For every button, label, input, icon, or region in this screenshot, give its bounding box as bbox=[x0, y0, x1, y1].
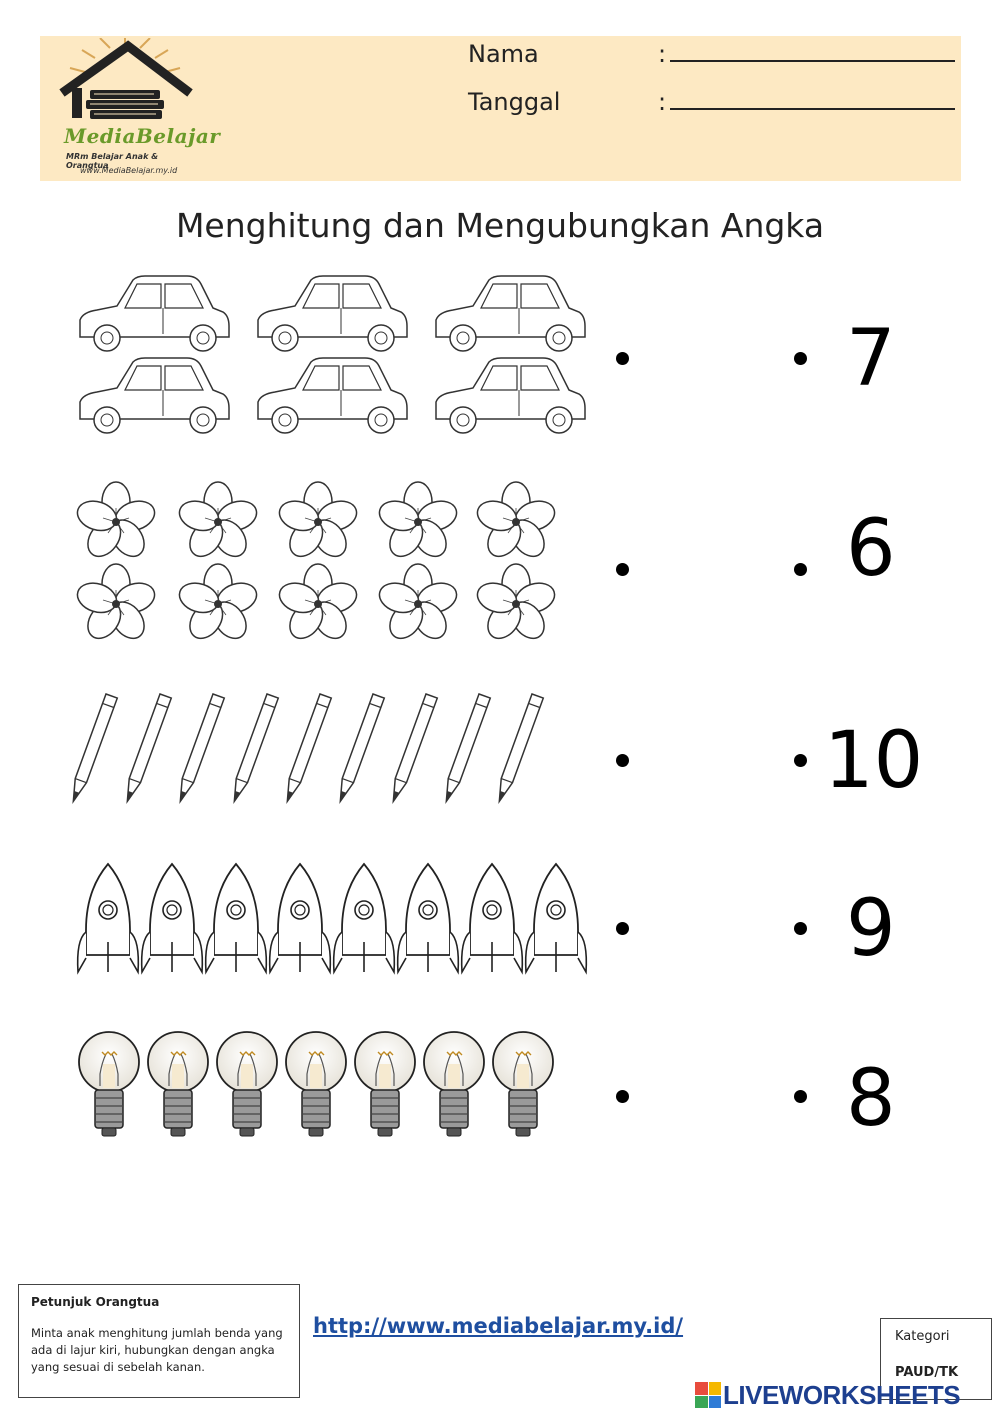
rocket-icon bbox=[206, 864, 267, 972]
logo-url: www.MediaBelajar.my.id bbox=[80, 166, 178, 175]
right-dot-row-3[interactable] bbox=[794, 754, 807, 767]
category-value: PAUD/TK bbox=[895, 1365, 959, 1380]
row-1-pictures bbox=[70, 268, 610, 438]
flower-icon bbox=[176, 482, 261, 563]
left-dot-row-1[interactable] bbox=[616, 352, 629, 365]
car-icon bbox=[258, 358, 407, 433]
lightbulb-icon bbox=[286, 1032, 346, 1136]
flower-icon bbox=[176, 564, 261, 645]
flower-icon bbox=[74, 564, 159, 645]
website-link[interactable]: http://www.mediabelajar.my.id/ bbox=[313, 1314, 684, 1338]
worksheet-header bbox=[40, 36, 961, 181]
pencil-icon bbox=[229, 694, 279, 803]
date-label: Tanggal bbox=[468, 88, 561, 116]
worksheet-title: Menghitung dan Mengubungkan Angka bbox=[175, 206, 825, 245]
pencil-icon bbox=[175, 694, 225, 803]
pencil-icon bbox=[494, 694, 544, 803]
left-dot-row-4[interactable] bbox=[616, 922, 629, 935]
row-4-pictures bbox=[70, 858, 595, 978]
number-row-3: 10 bbox=[824, 716, 924, 806]
rocket-icon bbox=[526, 864, 587, 972]
liveworksheets-logo-icon bbox=[695, 1382, 721, 1408]
rocket-icon bbox=[78, 864, 139, 972]
lightbulb-icon bbox=[493, 1032, 553, 1136]
date-field[interactable] bbox=[658, 88, 955, 116]
flower-icon bbox=[276, 482, 361, 563]
flower-icon bbox=[376, 564, 461, 645]
car-icon bbox=[436, 358, 585, 433]
liveworksheets-brand bbox=[695, 1380, 960, 1410]
right-dot-row-2[interactable] bbox=[794, 563, 807, 576]
date-colon: : bbox=[658, 88, 667, 116]
car-icon bbox=[80, 276, 229, 351]
lightbulb-icon bbox=[79, 1032, 139, 1136]
flower-icon bbox=[74, 482, 159, 563]
lightbulb-icon bbox=[355, 1032, 415, 1136]
logo-title: MediaBelajar bbox=[64, 124, 221, 148]
flower-icon bbox=[474, 482, 559, 563]
note-title: Petunjuk Orangtua bbox=[31, 1295, 160, 1309]
flower-icon bbox=[474, 564, 559, 645]
pencil-icon bbox=[335, 694, 385, 803]
name-label: Nama bbox=[468, 40, 539, 68]
rocket-icon bbox=[142, 864, 203, 972]
pencil-icon bbox=[441, 694, 491, 803]
car-icon bbox=[80, 358, 229, 433]
number-row-2: 6 bbox=[846, 504, 896, 594]
rocket-icon bbox=[462, 864, 523, 972]
mediabelajar-logo bbox=[50, 38, 221, 178]
right-dot-row-4[interactable] bbox=[794, 922, 807, 935]
pencil-icon bbox=[282, 694, 332, 803]
logo-tagline: MRm Belajar Anak & Orangtua bbox=[66, 152, 159, 170]
car-icon bbox=[258, 276, 407, 351]
rocket-icon bbox=[334, 864, 395, 972]
parent-instructions-box bbox=[18, 1284, 300, 1398]
number-row-1: 7 bbox=[846, 314, 896, 404]
lightbulb-icon bbox=[148, 1032, 208, 1136]
brand-name: LIVEWORKSHEETS bbox=[723, 1379, 961, 1410]
house-books-icon bbox=[50, 38, 200, 128]
left-dot-row-2[interactable] bbox=[616, 563, 629, 576]
left-dot-row-3[interactable] bbox=[616, 754, 629, 767]
car-icon bbox=[436, 276, 585, 351]
pencil-icon bbox=[122, 694, 172, 803]
note-body: Minta anak menghitung jumlah benda yang ada di lajur kiri, hubungkan dengan angka yang sesuai di sebelah kanan. bbox=[31, 1326, 283, 1374]
right-dot-row-1[interactable] bbox=[794, 352, 807, 365]
lightbulb-icon bbox=[217, 1032, 277, 1136]
pencil-icon bbox=[388, 694, 438, 803]
left-dot-row-5[interactable] bbox=[616, 1090, 629, 1103]
rocket-icon bbox=[270, 864, 331, 972]
flower-icon bbox=[276, 564, 361, 645]
lightbulb-icon bbox=[424, 1032, 484, 1136]
flower-icon bbox=[376, 482, 461, 563]
category-label: Kategori bbox=[895, 1329, 950, 1344]
row-5-pictures bbox=[70, 1026, 560, 1141]
number-row-5: 8 bbox=[846, 1054, 896, 1144]
row-2-pictures bbox=[70, 478, 590, 646]
name-colon: : bbox=[658, 40, 667, 68]
name-field[interactable] bbox=[658, 40, 955, 68]
pencil-icon bbox=[70, 694, 117, 803]
number-row-4: 9 bbox=[846, 884, 896, 974]
right-dot-row-5[interactable] bbox=[794, 1090, 807, 1103]
row-3-pictures bbox=[70, 690, 570, 815]
rocket-icon bbox=[398, 864, 459, 972]
